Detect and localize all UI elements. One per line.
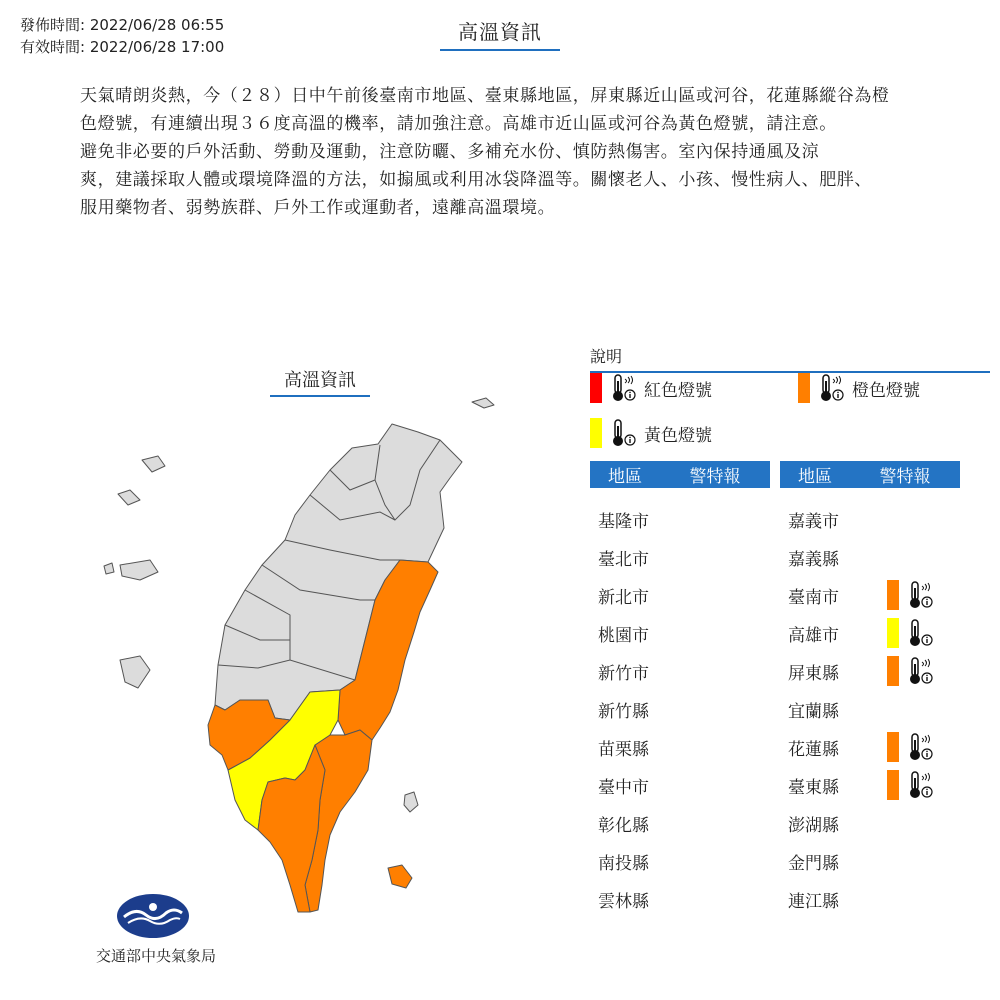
- region-name: 金門縣: [788, 853, 839, 874]
- issue-info: [20, 14, 224, 58]
- description-line: 服用藥物者、弱勢族群、戶外工作或運動者，遠離高溫環境。: [80, 198, 556, 218]
- table-row: [590, 804, 770, 842]
- description: [80, 82, 920, 222]
- map-region-penghu: [120, 656, 150, 688]
- thermometer-icon: [907, 770, 933, 800]
- region-name: 臺東縣: [788, 777, 839, 798]
- orange-swatch: [887, 732, 899, 762]
- region-name: 屏東縣: [788, 663, 839, 684]
- map-region-matsu: [142, 456, 165, 472]
- orange-swatch: [887, 580, 899, 610]
- column-header-warning: 警特報: [879, 467, 931, 487]
- description-line: 爽，建議採取人體或環境降溫的方法，如搧風或利用冰袋降溫等。關懷老人、小孩、慢性病人、肥胖、: [80, 170, 872, 190]
- column-header-region: 地區: [798, 467, 832, 487]
- thermometer-icon: [610, 373, 636, 403]
- region-name: 新北市: [598, 587, 649, 608]
- region-name: 臺南市: [788, 587, 839, 608]
- table-row: [780, 652, 960, 690]
- region-name: 新竹市: [598, 663, 649, 684]
- map-region-green-island: [404, 792, 418, 812]
- map-region-guishan-island: [472, 398, 494, 408]
- warning-indicator: [887, 732, 933, 762]
- table-row: [590, 614, 770, 652]
- yellow-swatch: [590, 418, 602, 448]
- region-name: 新竹縣: [598, 701, 649, 722]
- region-name: 嘉義縣: [788, 549, 839, 570]
- description-line: 避免非必要的戶外活動、勞動及運動，注意防曬、多補充水份、慎防熱傷害。室內保持通風及涼: [80, 142, 820, 162]
- region-name: 基隆市: [598, 511, 649, 532]
- legend-yellow-label: 黃色燈號: [644, 425, 712, 446]
- region-list-left: [590, 500, 770, 918]
- taiwan-map: [95, 390, 505, 920]
- map-region-matsu: [118, 490, 140, 505]
- table-row: [780, 804, 960, 842]
- region-name: 彰化縣: [598, 815, 649, 836]
- table-header-left: [590, 461, 770, 488]
- map-region-orchid-island: [388, 865, 412, 888]
- thermometer-icon: [818, 373, 844, 403]
- table-row: [780, 880, 960, 918]
- table-row: [590, 842, 770, 880]
- region-name: 苗栗縣: [598, 739, 649, 760]
- region-name: 宜蘭縣: [788, 701, 839, 722]
- table-row: [590, 728, 770, 766]
- legend-yellow: [590, 418, 712, 448]
- red-swatch: [590, 373, 602, 403]
- column-header-warning: 警特報: [689, 467, 741, 487]
- warning-indicator: [887, 580, 933, 610]
- table-row: [780, 690, 960, 728]
- table-row: [590, 766, 770, 804]
- region-list-right: [780, 500, 960, 918]
- map-region-kinmen: [120, 560, 158, 580]
- valid-time: 有效時間: 2022/06/28 17:00: [20, 38, 225, 56]
- map-title: 高溫資訊: [270, 366, 370, 397]
- table-row: [780, 500, 960, 538]
- orange-swatch: [887, 770, 899, 800]
- region-name: 連江縣: [788, 891, 839, 912]
- legend-red: [590, 373, 712, 403]
- thermometer-icon: [907, 732, 933, 762]
- table-row: [590, 576, 770, 614]
- table-row: [780, 614, 960, 652]
- region-name: 南投縣: [598, 853, 649, 874]
- legend-title: 說明: [590, 344, 990, 373]
- thermometer-icon: [610, 418, 636, 448]
- orange-swatch: [798, 373, 810, 403]
- region-name: 桃園市: [598, 625, 649, 646]
- table-row: [590, 500, 770, 538]
- region-name: 臺中市: [598, 777, 649, 798]
- table-row: [780, 576, 960, 614]
- table-row: [780, 766, 960, 804]
- table-row: [780, 538, 960, 576]
- thermometer-icon: [907, 618, 933, 648]
- region-name: 臺北市: [598, 549, 649, 570]
- table-row: [590, 652, 770, 690]
- thermometer-icon: [907, 656, 933, 686]
- page-title: 高溫資訊: [440, 16, 560, 51]
- issue-time: 發佈時間: 2022/06/28 06:55: [20, 16, 225, 34]
- orange-swatch: [887, 656, 899, 686]
- table-row: [590, 538, 770, 576]
- agency-name: 交通部中央氣象局: [95, 947, 216, 965]
- description-line: 色燈號，有連續出現３６度高溫的機率，請加強注意。高雄市近山區或河谷為黃色燈號，請注意。: [80, 114, 837, 134]
- region-name: 花蓮縣: [788, 739, 839, 760]
- table-row: [780, 728, 960, 766]
- warning-indicator: [887, 770, 933, 800]
- legend-orange-label: 橙色燈號: [852, 380, 920, 401]
- table-row: [780, 842, 960, 880]
- description-line: 天氣晴朗炎熱，今（２８）日中午前後臺南市地區、臺東縣地區，屏東縣近山區或河谷，花蓮縣縱谷為橙: [80, 86, 890, 106]
- warning-indicator: [887, 656, 933, 686]
- legend-orange: [798, 373, 920, 403]
- map-region-kinmen: [104, 563, 114, 574]
- column-header-region: 地區: [608, 467, 642, 487]
- table-row: [590, 690, 770, 728]
- table-row: [590, 880, 770, 918]
- thermometer-icon: [907, 580, 933, 610]
- region-name: 雲林縣: [598, 891, 649, 912]
- legend-red-label: 紅色燈號: [644, 380, 712, 401]
- region-name: 嘉義市: [788, 511, 839, 532]
- warning-indicator: [887, 618, 933, 648]
- region-name: 高雄市: [788, 625, 839, 646]
- yellow-swatch: [887, 618, 899, 648]
- table-header-right: [780, 461, 960, 488]
- cwb-logo: [116, 893, 190, 939]
- region-name: 澎湖縣: [788, 815, 839, 836]
